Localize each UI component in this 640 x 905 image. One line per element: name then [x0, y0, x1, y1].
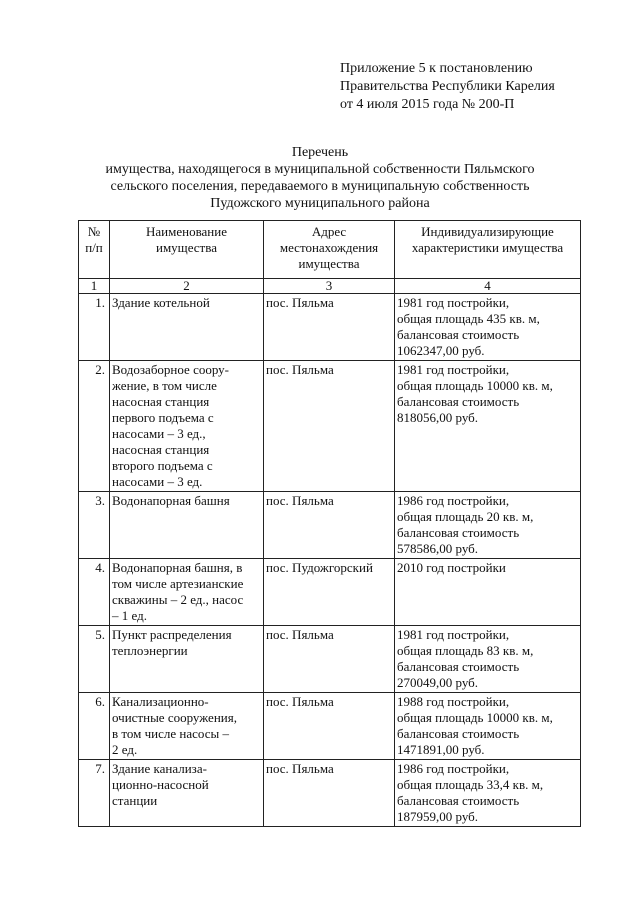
row-number: 7.: [79, 760, 110, 827]
property-name-line: теплоэнергии: [112, 643, 188, 658]
property-name-line: Канализационно-: [112, 694, 209, 709]
property-name-line: Водозаборное соору-: [112, 362, 229, 377]
characteristics-line: 1981 год постройки,: [397, 627, 510, 642]
property-name-line: скважины – 2 ед., насос: [112, 592, 244, 607]
property-address: пос. Пяльма: [264, 693, 395, 760]
characteristics-line: 1471891,00 руб.: [397, 742, 485, 757]
property-name: [110, 559, 264, 626]
characteristics-line: балансовая стоимость: [397, 394, 520, 409]
property-name: [110, 760, 264, 827]
property-table: [78, 220, 581, 827]
header-address: [264, 221, 395, 279]
column-number: 3: [264, 279, 395, 294]
property-name-line: Водонапорная башня: [112, 493, 230, 508]
property-name-line: насосами – 3 ед.: [112, 474, 203, 489]
property-name-line: Пункт распределения: [112, 627, 232, 642]
property-address: пос. Пяльма: [264, 760, 395, 827]
column-number: 4: [395, 279, 581, 294]
appendix-line: Правительства Республики Карелия: [340, 79, 555, 94]
row-number: 1.: [79, 294, 110, 361]
header-characteristics-line: Индивидуализирующие: [421, 224, 554, 239]
characteristics-line: 1988 год постройки,: [397, 694, 510, 709]
header-name: [110, 221, 264, 279]
header-name-line: Наименование: [146, 224, 227, 239]
characteristics-line: 1986 год постройки,: [397, 493, 510, 508]
property-name: [110, 492, 264, 559]
title-line: сельского поселения, передаваемого в муниципальную собственность: [110, 179, 530, 194]
header-address-line: имущества: [298, 256, 360, 271]
title-heading: Перечень: [291, 145, 349, 160]
property-name: [110, 361, 264, 492]
property-characteristics: [395, 559, 581, 626]
characteristics-line: 1986 год постройки,: [397, 761, 510, 776]
characteristics-line: общая площадь 83 кв. м,: [397, 643, 534, 658]
property-name-line: Водонапорная башня, в: [112, 560, 243, 575]
characteristics-line: балансовая стоимость: [397, 525, 520, 540]
table-row: [79, 492, 581, 559]
characteristics-line: общая площадь 10000 кв. м,: [397, 378, 553, 393]
header-num-line: п/п: [85, 240, 103, 255]
characteristics-line: общая площадь 10000 кв. м,: [397, 710, 553, 725]
characteristics-line: 1981 год постройки,: [397, 362, 510, 377]
table-row: [79, 693, 581, 760]
header-address-line: местонахождения: [279, 240, 379, 255]
characteristics-line: балансовая стоимость: [397, 726, 520, 741]
row-number: 4.: [79, 559, 110, 626]
property-characteristics: [395, 361, 581, 492]
table-row: [79, 559, 581, 626]
header-characteristics-line: характеристики имущества: [411, 240, 564, 255]
title-line: Пудожского муниципального района: [210, 196, 430, 211]
property-name: [110, 626, 264, 693]
column-number: 2: [110, 279, 264, 294]
column-number-row: [79, 279, 581, 294]
characteristics-line: 187959,00 руб.: [397, 809, 479, 824]
property-name-line: станции: [112, 793, 158, 808]
characteristics-line: 2010 год постройки: [397, 560, 506, 575]
property-name-line: 2 ед.: [112, 742, 138, 757]
characteristics-line: балансовая стоимость: [397, 793, 520, 808]
property-name-line: очистные сооружения,: [112, 710, 237, 725]
table-row: [79, 760, 581, 827]
header-address-line: Адрес: [311, 224, 347, 239]
property-name-line: том числе артезианские: [112, 576, 244, 591]
property-characteristics: [395, 626, 581, 693]
property-characteristics: [395, 492, 581, 559]
appendix-line: Приложение 5 к постановлению: [340, 61, 533, 76]
title-line: имущества, находящегося в муниципальной собственности Пяльмского: [105, 162, 535, 177]
characteristics-line: общая площадь 20 кв. м,: [397, 509, 534, 524]
document-title: [0, 144, 640, 212]
property-address: пос. Пяльма: [264, 626, 395, 693]
property-name-line: – 1 ед.: [112, 608, 147, 623]
characteristics-line: 270049,00 руб.: [397, 675, 479, 690]
property-name: [110, 294, 264, 361]
appendix-note: [340, 60, 555, 114]
table-row: [79, 626, 581, 693]
property-address: пос. Пяльма: [264, 294, 395, 361]
property-name-line: ционно-насосной: [112, 777, 209, 792]
characteristics-line: балансовая стоимость: [397, 659, 520, 674]
header-num-line: №: [87, 224, 101, 239]
property-address: пос. Пяльма: [264, 361, 395, 492]
property-name-line: насосная станция: [112, 394, 210, 409]
property-name-line: Здание котельной: [112, 295, 210, 310]
characteristics-line: общая площадь 33,4 кв. м,: [397, 777, 544, 792]
characteristics-line: 578586,00 руб.: [397, 541, 479, 556]
characteristics-line: 818056,00 руб.: [397, 410, 479, 425]
row-number: 2.: [79, 361, 110, 492]
row-number: 5.: [79, 626, 110, 693]
property-name-line: Здание канализа-: [112, 761, 207, 776]
appendix-line: от 4 июля 2015 года № 200-П: [340, 97, 515, 112]
property-address: пос. Пудожгорский: [264, 559, 395, 626]
row-number: 6.: [79, 693, 110, 760]
characteristics-line: 1981 год постройки,: [397, 295, 510, 310]
property-name-line: в том числе насосы –: [112, 726, 229, 741]
characteristics-line: общая площадь 435 кв. м,: [397, 311, 540, 326]
property-characteristics: [395, 294, 581, 361]
header-num: [79, 221, 110, 279]
property-name-line: второго подъема с: [112, 458, 213, 473]
property-address: пос. Пяльма: [264, 492, 395, 559]
header-name-line: имущества: [156, 240, 217, 255]
property-name-line: насосная станция: [112, 442, 210, 457]
property-name-line: жение, в том числе: [112, 378, 217, 393]
property-characteristics: [395, 760, 581, 827]
property-name-line: первого подъема с: [112, 410, 214, 425]
column-number: 1: [79, 279, 110, 294]
header-characteristics: [395, 221, 581, 279]
table-header-row: [79, 221, 581, 279]
characteristics-line: балансовая стоимость: [397, 327, 520, 342]
property-characteristics: [395, 693, 581, 760]
table-row: [79, 294, 581, 361]
characteristics-line: 1062347,00 руб.: [397, 343, 485, 358]
property-name-line: насосами – 3 ед.,: [112, 426, 206, 441]
row-number: 3.: [79, 492, 110, 559]
table-row: [79, 361, 581, 492]
property-name: [110, 693, 264, 760]
